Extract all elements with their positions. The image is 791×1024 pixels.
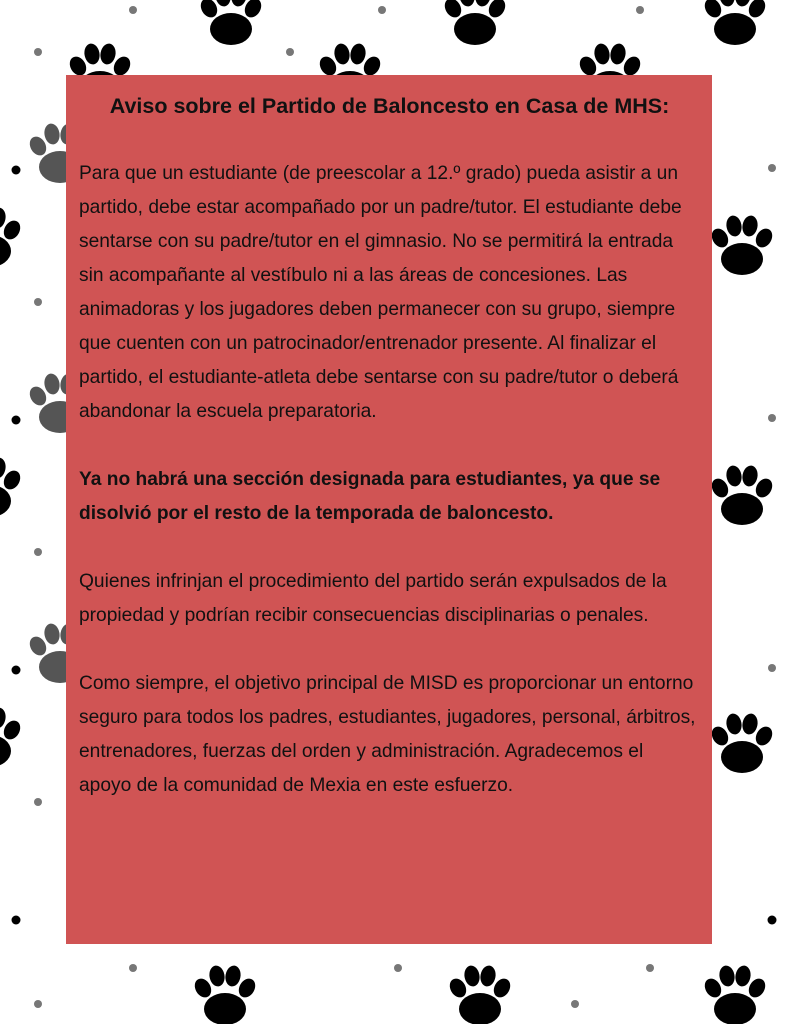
- notice-paragraph-consequences: Quienes infrinjan el procedimiento del partido serán expulsados de la propiedad y podrían recibir consecuencias disciplinarias o penales.: [79, 571, 667, 626]
- dot-icon: [129, 6, 137, 14]
- notice-paragraph-student-section: Ya no habrá una sección designada para estudiantes, ya que se disolvió por el resto de la temporada de baloncesto.: [79, 469, 661, 524]
- dot-icon: [12, 166, 21, 175]
- notice-card: [66, 75, 712, 944]
- dot-icon: [34, 1000, 42, 1008]
- notice-title: Aviso sobre el Partido de Baloncesto en Casa de MHS:: [109, 94, 670, 118]
- paw-print-icon: [447, 964, 514, 1024]
- dot-icon: [34, 48, 42, 56]
- dot-icon: [378, 6, 386, 14]
- dot-icon: [129, 964, 137, 972]
- dot-icon: [768, 916, 777, 925]
- paw-print-icon: [192, 964, 259, 1024]
- dot-icon: [12, 666, 21, 675]
- dot-icon: [768, 164, 776, 172]
- dot-icon: [34, 798, 42, 806]
- paw-print-icon: [0, 206, 23, 267]
- dot-icon: [12, 416, 21, 425]
- dot-icon: [286, 48, 294, 56]
- dot-icon: [768, 664, 776, 672]
- paw-print-icon: [709, 214, 776, 275]
- dot-icon: [12, 916, 21, 925]
- dot-icon: [768, 414, 776, 422]
- paw-print-icon: [702, 964, 769, 1024]
- paw-print-icon: [709, 712, 776, 773]
- paw-print-icon: [709, 464, 776, 525]
- paw-print-icon: [442, 0, 509, 45]
- dot-icon: [636, 6, 644, 14]
- notice-paragraph-attendance: Para que un estudiante (de preescolar a 12.º grado) pueda asistir a un partido, debe estar acompañado por un padre/tutor. El estudiante debe sentarse con su padre/tutor en el gimnasio. No se permitirá la entrada sin acompañante al vestíbulo ni a las áreas de concesiones. Las animadoras y los jugadores deben permanecer con su grupo, siempre que cuenten con un patrocinador/entrenador presente. Al finalizar el partido, el estudiante-atleta debe sentarse con su padre/tutor o deberá abandonar la escuela preparatoria.: [79, 163, 682, 422]
- notice-paragraph-safety: Como siempre, el objetivo principal de MISD es proporcionar un entorno seguro para todos los padres, estudiantes, jugadores, personal, árbitros, entrenadores, fuerzas del orden y administración. Agradecemos el apoyo de la comunidad de Mexia en este esfuerzo.: [79, 673, 696, 796]
- paw-print-icon: [0, 706, 23, 767]
- dot-icon: [34, 298, 42, 306]
- dot-icon: [34, 548, 42, 556]
- paw-print-icon: [198, 0, 265, 45]
- paw-print-icon: [0, 456, 23, 517]
- dot-icon: [571, 1000, 579, 1008]
- paw-print-icon: [702, 0, 769, 45]
- dot-icon: [646, 964, 654, 972]
- dot-icon: [394, 964, 402, 972]
